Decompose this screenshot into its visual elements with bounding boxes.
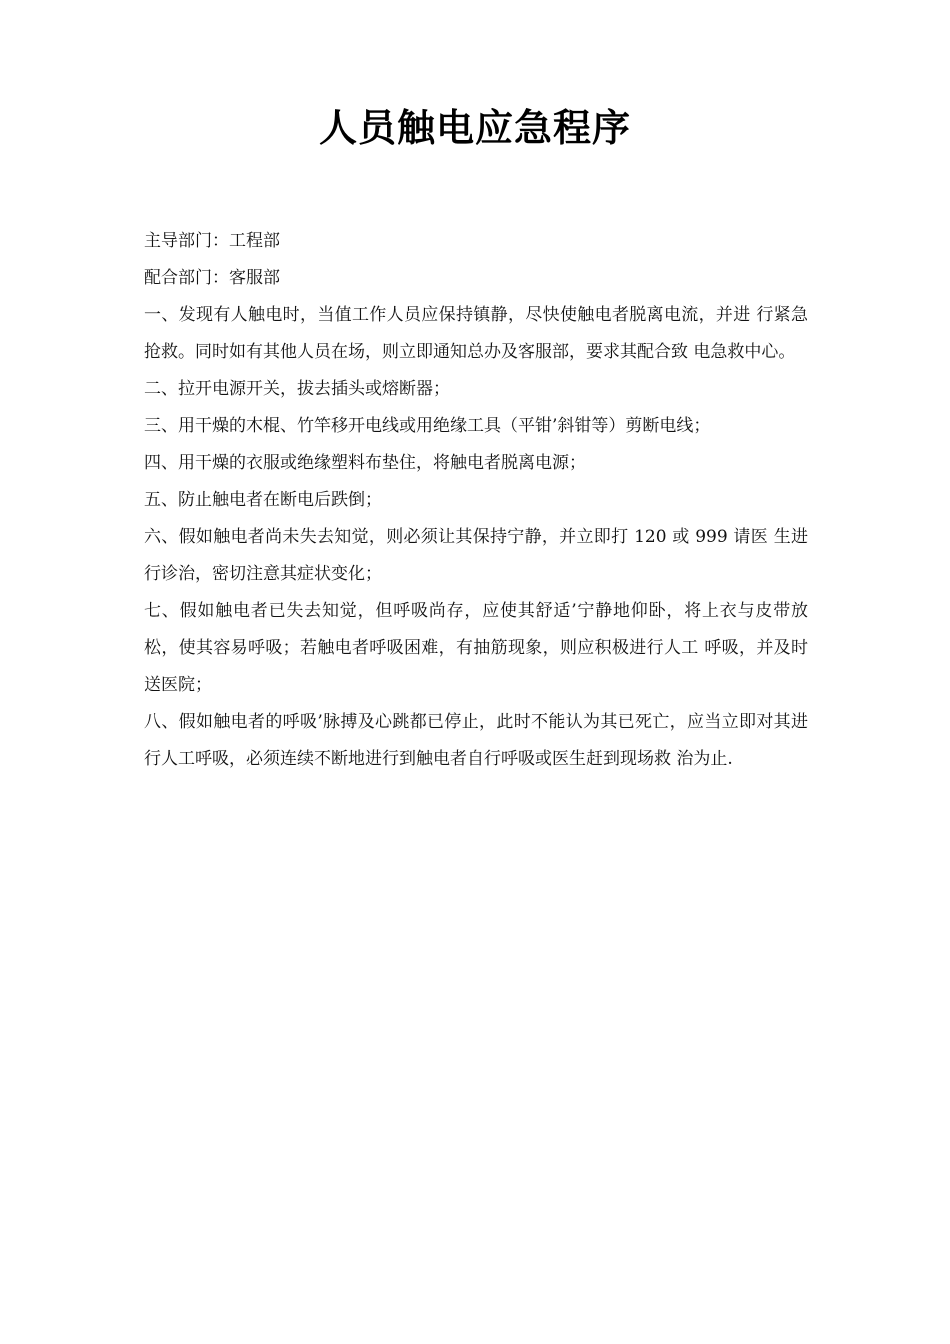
step-5: 五、防止触电者在断电后跌倒； xyxy=(144,490,382,510)
support-department: 配合部门：客服部 xyxy=(144,268,280,288)
step-3: 三、用干燥的木棍、竹竿移开电线或用绝缘工具（平钳’斜钳等）剪断电线； xyxy=(144,416,711,436)
step-2: 二、拉开电源开关，拔去插头或熔断器； xyxy=(144,379,450,399)
step-8: 八、假如触电者的呼吸’脉搏及心跳都已停止，此时不能认为其已死亡，应当立即对其进行人工呼吸，必须连续不断地进行到触电者自行呼吸或医生赶到现场救 治为止. xyxy=(144,712,808,769)
step-6: 六、假如触电者尚未失去知觉，则必须让其保持宁静，并立即打 120 或 999 请医 生进行诊治，密切注意其症状变化； xyxy=(144,527,808,584)
step-4: 四、用干燥的衣服或绝缘塑料布垫住，将触电者脱离电源； xyxy=(144,453,586,473)
step-1: 一、发现有人触电时，当值工作人员应保持镇静，尽快使触电者脱离电流，并进 行紧急抢救。同时如有其他人员在场，则立即通知总办及客服部，要求其配合致 电急救中心。 xyxy=(144,305,808,362)
lead-department: 主导部门：工程部 xyxy=(144,231,280,251)
document-title: 人员触电应急程序 xyxy=(318,106,631,150)
document-body xyxy=(144,223,808,778)
step-7: 七、假如触电者已失去知觉，但呼吸尚存，应使其舒适’宁静地仰卧，将上衣与皮带放松，使其容易呼吸；若触电者呼吸困难，有抽筋现象，则应积极进行人工 呼吸，并及时送医院； xyxy=(144,601,808,695)
